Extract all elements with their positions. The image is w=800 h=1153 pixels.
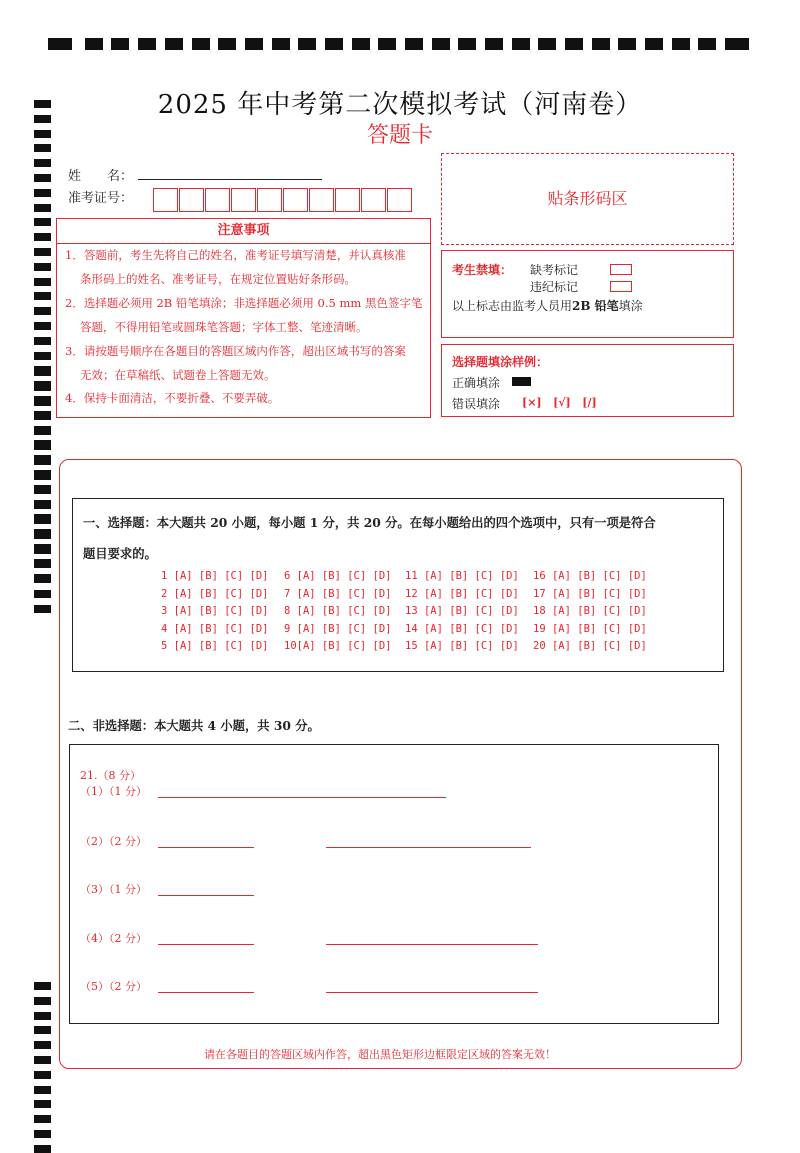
choice-row[interactable]: 10[A] [B] [C] [D] [284,640,392,652]
choice-row[interactable]: 2 [A] [B] [C] [D] [161,587,269,600]
timing-mark [34,590,51,598]
answer-line[interactable] [158,944,254,945]
timing-mark [34,337,51,345]
absent-mark-box[interactable] [610,264,632,275]
id-digit-box[interactable] [153,188,178,212]
timing-mark [34,472,51,480]
timing-mark [34,352,51,360]
timing-mark [672,38,690,50]
timing-mark [34,204,51,212]
choice-row[interactable]: 14 [A] [B] [C] [D] [405,622,519,635]
timing-mark [405,38,423,50]
timing-mark [698,38,716,50]
choice-row[interactable]: 7 [A] [B] [C] [D] [284,587,392,600]
timing-mark [111,38,129,50]
choice-row[interactable]: 12 [A] [B] [C] [D] [405,587,519,600]
timing-mark [34,1100,51,1108]
notice-item: 1．答题前，考生先将自己的姓名，准考证号填写清楚，并认真核准 [65,248,406,262]
timing-mark [48,38,72,50]
timing-mark [34,516,51,524]
choice-row[interactable]: 19 [A] [B] [C] [D] [533,622,647,635]
q21-part-label: （2）（2 分） [80,835,147,848]
timing-mark [618,38,636,50]
fill-example-title: 选择题填涂样例： [452,355,549,369]
timing-mark [34,1071,51,1079]
timing-mark [34,218,51,226]
absent-mark-label: 缺考标记 [530,263,579,277]
q21-part-label: （3）（1 分） [80,883,147,896]
answer-line[interactable] [326,992,538,993]
choice-row[interactable]: 9 [A] [B] [C] [D] [284,622,392,635]
notice-item: 4．保持卡面清洁，不要折叠、不要弄破。 [65,391,280,405]
choice-row[interactable]: 18 [A] [B] [C] [D] [533,605,647,617]
choice-row[interactable]: 16 [A] [B] [C] [D] [533,570,647,582]
fill-example-box [441,344,734,417]
timing-mark [34,1115,51,1123]
timing-mark [34,278,51,286]
choice-row[interactable]: 5 [A] [B] [C] [D] [161,640,269,652]
q21-part-label: （4）（2 分） [80,932,147,945]
timing-mark [34,486,51,494]
correct-fill-sample [512,377,531,386]
timing-mark [378,38,396,50]
id-digit-box[interactable] [179,188,204,212]
choice-column-3 [405,568,519,656]
timing-mark [218,38,236,50]
timing-mark [645,38,663,50]
choice-column-2 [284,568,391,656]
timing-mark [34,501,51,509]
choice-row[interactable]: 15 [A] [B] [C] [D] [405,640,519,652]
choice-row[interactable]: 1 [A] [B] [C] [D] [161,570,269,582]
id-digit-box[interactable] [231,188,256,212]
q21-part-label: （1）（1 分） [80,785,147,798]
timing-mark [725,38,749,50]
timing-mark [34,233,51,241]
timing-mark [34,1145,51,1153]
q21-answer-box [69,744,719,1024]
timing-mark [34,263,51,271]
wrong-fill-samples: [×] [√] [/] [522,396,597,409]
answer-card-title: 答题卡 [366,123,433,148]
timing-mark [34,457,51,465]
timing-mark [565,38,583,50]
choice-row[interactable]: 8 [A] [B] [C] [D] [284,605,392,617]
footer-warning [0,1046,720,1062]
id-digit-box[interactable] [205,188,230,212]
answer-line[interactable] [326,944,538,945]
timing-mark [34,427,51,435]
violation-mark-box[interactable] [610,281,632,292]
timing-mark [34,1130,51,1138]
timing-mark [34,292,51,300]
choice-section [72,498,724,672]
timing-mark [538,38,556,50]
timing-mark [485,38,503,50]
choice-row[interactable]: 13 [A] [B] [C] [D] [405,605,519,617]
choice-section-title: 一、选择题：本大题共 20 小题，每小题 1 分，共 20 分。在每小题给出的四个选项中，只有一项是符合 [83,515,656,530]
violation-mark-label: 违纪标记 [530,280,579,294]
notice-box [56,243,431,418]
timing-mark [165,38,183,50]
timing-mark [34,1086,51,1094]
timing-mark [34,442,51,450]
notice-title: 注意事项 [217,223,270,238]
timing-mark [245,38,263,50]
q21-label: 21.（8 分） [80,769,141,782]
timing-mark [34,1026,51,1034]
notice-header [56,218,431,244]
notice-item: 3．请按题号顺序在各题目的答题区域内作答，超出区域书写的答案 [65,344,406,358]
notice-item: 条形码上的姓名、准考证号，在规定位置贴好条形码。 [80,272,356,286]
timing-mark [34,605,51,613]
forbidden-note [452,297,643,314]
timing-mark [34,174,51,182]
answer-line[interactable] [326,847,531,848]
forbidden-box [441,250,734,338]
id-digit-box[interactable] [335,188,360,212]
q21-part-label: （5）（2 分） [80,980,147,993]
timing-mark [592,38,610,50]
id-digit-box[interactable] [257,188,282,212]
barcode-label: 贴条形码区 [547,189,628,208]
forbidden-note-pencil: 2B 铅笔 [572,299,619,313]
timing-mark [34,560,51,568]
wrong-fill-label: 错误填涂 [452,397,501,411]
timing-mark [34,1012,51,1020]
timing-mark [34,982,51,990]
timing-mark [34,531,51,539]
barcode-area [441,153,734,245]
choice-row[interactable]: 11 [A] [B] [C] [D] [405,570,519,582]
timing-mark [34,322,51,330]
answer-line[interactable] [158,895,254,896]
free-response-title: 二、非选择题：本大题共 4 小题，共 30 分。 [68,718,320,733]
timing-mark [34,997,51,1005]
forbidden-note-suffix: 填涂 [618,299,643,313]
timing-mark [34,546,51,554]
timing-mark [352,38,370,50]
id-label: 准考证号： [68,191,134,206]
notice-item: 2．选择题必须用 2B 铅笔填涂；非选择题必须用 0.5 mm 黑色签字笔 [65,296,423,310]
exam-title: 2025 年中考第二次模拟考试（河南卷） [157,90,643,120]
notice-item: 答题，不得用铅笔或圆珠笔答题；字体工整、笔迹清晰。 [80,320,368,334]
timing-mark [34,575,51,583]
forbidden-label: 考生禁填： [452,263,513,277]
id-digit-box[interactable] [309,188,334,212]
id-digit-box[interactable] [283,188,308,212]
timing-mark [34,368,51,376]
timing-mark [34,398,51,406]
exam-id-boxes[interactable] [153,188,413,212]
timing-mark [34,248,51,256]
answer-line[interactable] [158,992,254,993]
timing-mark [432,38,450,50]
correct-fill-label: 正确填涂 [452,376,501,390]
timing-mark [298,38,316,50]
timing-mark [85,38,103,50]
choice-row[interactable]: 4 [A] [B] [C] [D] [161,622,269,635]
timing-mark [34,189,51,197]
timing-mark [192,38,210,50]
timing-mark [272,38,290,50]
footer-warning-text: 请在各题目的答题区域内作答，超出黑色矩形边框限定区域的答案无效！ [204,1048,556,1061]
timing-mark [138,38,156,50]
timing-mark [512,38,530,50]
choice-column-4 [533,568,647,656]
choice-row[interactable]: 3 [A] [B] [C] [D] [161,605,269,617]
timing-mark [34,159,51,167]
answer-line[interactable] [158,797,446,798]
notice-item: 无效；在草稿纸、试题卷上答题无效。 [80,368,276,382]
name-field[interactable] [138,179,322,180]
choice-section-title-cont: 题目要求的。 [83,546,157,561]
choice-row[interactable]: 17 [A] [B] [C] [D] [533,587,647,600]
id-digit-box[interactable] [361,188,386,212]
timing-mark [34,307,51,315]
timing-mark [325,38,343,50]
choice-row[interactable]: 20 [A] [B] [C] [D] [533,640,647,652]
choice-column-1 [161,568,268,656]
answer-line[interactable] [158,847,254,848]
timing-mark [34,412,51,420]
choice-row[interactable]: 6 [A] [B] [C] [D] [284,570,392,582]
timing-mark [458,38,476,50]
name-label: 姓 名： [68,169,134,184]
forbidden-note-prefix: 以上标志由监考人员用 [452,299,573,313]
timing-mark [34,383,51,391]
id-digit-box[interactable] [387,188,412,212]
